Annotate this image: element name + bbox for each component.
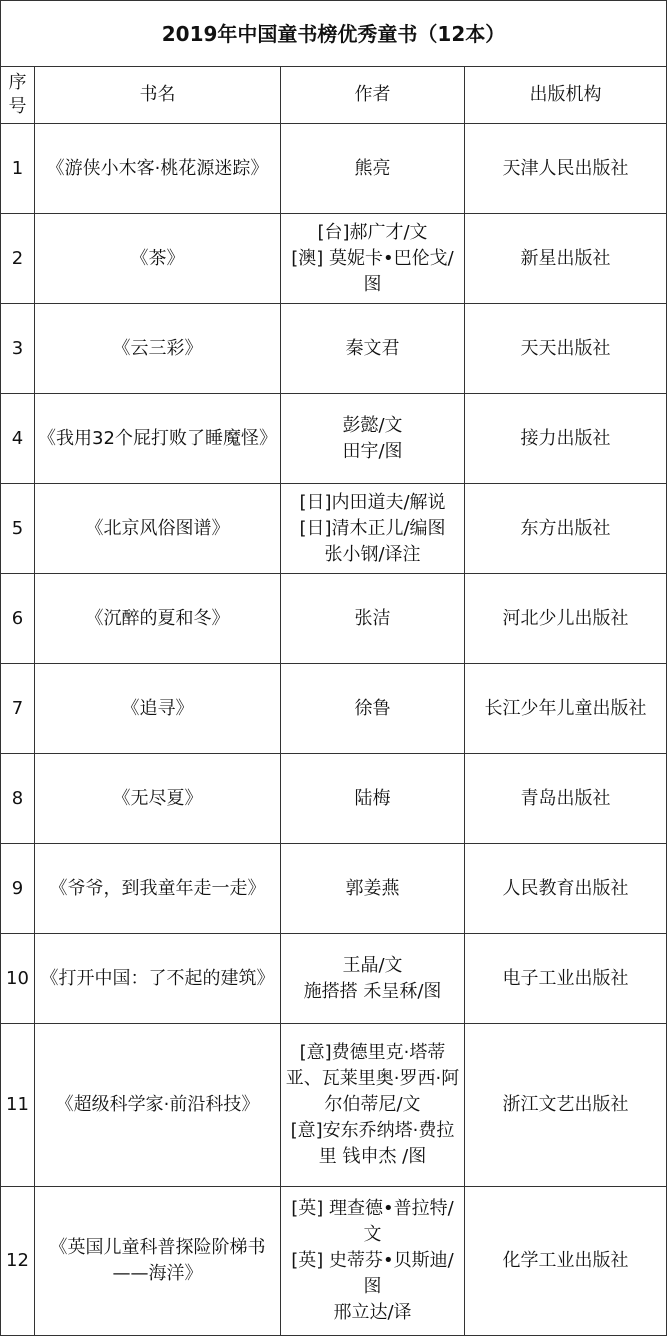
book-publisher: 化学工业出版社 — [465, 1187, 667, 1336]
book-title: 《追寻》 — [35, 664, 281, 754]
book-author — [281, 304, 465, 394]
book-publisher: 浙江文艺出版社 — [465, 1024, 667, 1187]
table-row — [1, 664, 667, 754]
row-number: 1 — [1, 124, 35, 214]
book-publisher: 青岛出版社 — [465, 754, 667, 844]
book-publisher: 东方出版社 — [465, 484, 667, 574]
book-author — [281, 1024, 465, 1187]
table-row — [1, 304, 667, 394]
book-publisher: 河北少儿出版社 — [465, 574, 667, 664]
table-row — [1, 124, 667, 214]
row-number: 4 — [1, 394, 35, 484]
author-line: 秦文君 — [345, 337, 400, 359]
author-line: 彭懿/文 — [342, 414, 403, 436]
table-row — [1, 574, 667, 664]
row-number: 11 — [1, 1024, 35, 1187]
table-row — [1, 394, 667, 484]
author-line: 熊亮 — [354, 157, 391, 179]
row-number: 9 — [1, 844, 35, 934]
book-author — [281, 844, 465, 934]
book-title: 《我用32个屁打败了睡魔怪》 — [35, 394, 281, 484]
book-publisher: 电子工业出版社 — [465, 934, 667, 1024]
author-line: 王晶/文 — [342, 954, 403, 976]
author-line: [意]费德里克·塔蒂亚、瓦莱里奥·罗西·阿尔伯蒂尼/文 — [285, 1042, 460, 1115]
table-title-row — [1, 1, 667, 67]
author-line: 徐鲁 — [354, 697, 391, 719]
row-number: 10 — [1, 934, 35, 1024]
header-no: 序号 — [1, 67, 35, 124]
author-line: [台]郝广才/文 — [317, 221, 428, 243]
header-row — [1, 67, 667, 124]
book-publisher: 长江少年儿童出版社 — [465, 664, 667, 754]
book-title: 《爷爷，到我童年走一走》 — [35, 844, 281, 934]
book-author — [281, 394, 465, 484]
row-number: 8 — [1, 754, 35, 844]
row-number: 12 — [1, 1187, 35, 1336]
book-title: 《沉醉的夏和冬》 — [35, 574, 281, 664]
book-title: 《打开中国：了不起的建筑》 — [35, 934, 281, 1024]
author-line: 田宇/图 — [342, 440, 403, 462]
table-row — [1, 484, 667, 574]
row-number: 3 — [1, 304, 35, 394]
book-title: 《无尽夏》 — [35, 754, 281, 844]
book-author — [281, 664, 465, 754]
book-title: 《超级科学家·前沿科技》 — [35, 1024, 281, 1187]
author-line: [意]安东乔纳塔·费拉里 钱申杰 /图 — [290, 1120, 455, 1167]
header-publisher: 出版机构 — [465, 67, 667, 124]
book-publisher: 接力出版社 — [465, 394, 667, 484]
table-row — [1, 754, 667, 844]
author-line: [日]清木正儿/编图 — [299, 517, 446, 539]
table-row — [1, 844, 667, 934]
author-line: 邢立达/译 — [333, 1302, 412, 1323]
book-author — [281, 484, 465, 574]
author-line: [英] 理查德•普拉特/文 — [291, 1198, 454, 1245]
author-line: [澳] 莫妮卡•巴伦戈/图 — [291, 247, 454, 295]
row-number: 6 — [1, 574, 35, 664]
book-author — [281, 124, 465, 214]
table-title: 2019年中国童书榜优秀童书（12本） — [1, 1, 667, 67]
author-line: 张小钢/译注 — [324, 543, 421, 565]
book-title: 《游侠小木客·桃花源迷踪》 — [35, 124, 281, 214]
book-title: 《北京风俗图谱》 — [35, 484, 281, 574]
author-line: 郭姜燕 — [345, 877, 400, 899]
header-name: 书名 — [35, 67, 281, 124]
author-line: 施搭搭 禾呈秝/图 — [303, 980, 442, 1002]
book-publisher: 天天出版社 — [465, 304, 667, 394]
book-author — [281, 214, 465, 304]
book-publisher: 天津人民出版社 — [465, 124, 667, 214]
row-number: 2 — [1, 214, 35, 304]
book-title: 《英国儿童科普探险阶梯书——海洋》 — [35, 1187, 281, 1336]
table-row — [1, 1187, 667, 1336]
table-row — [1, 934, 667, 1024]
author-line: [日]内田道夫/解说 — [299, 491, 446, 513]
table-row — [1, 214, 667, 304]
book-author — [281, 1187, 465, 1336]
row-number: 7 — [1, 664, 35, 754]
table-row — [1, 1024, 667, 1187]
book-publisher: 新星出版社 — [465, 214, 667, 304]
book-title: 《茶》 — [35, 214, 281, 304]
book-author — [281, 754, 465, 844]
row-number: 5 — [1, 484, 35, 574]
author-line: 陆梅 — [354, 787, 391, 809]
author-line: 张洁 — [354, 607, 391, 629]
author-line: [英] 史蒂芬•贝斯迪/图 — [291, 1250, 454, 1297]
book-author — [281, 574, 465, 664]
book-author — [281, 934, 465, 1024]
book-title: 《云三彩》 — [35, 304, 281, 394]
book-publisher: 人民教育出版社 — [465, 844, 667, 934]
table-body — [1, 124, 667, 1336]
header-author: 作者 — [281, 67, 465, 124]
